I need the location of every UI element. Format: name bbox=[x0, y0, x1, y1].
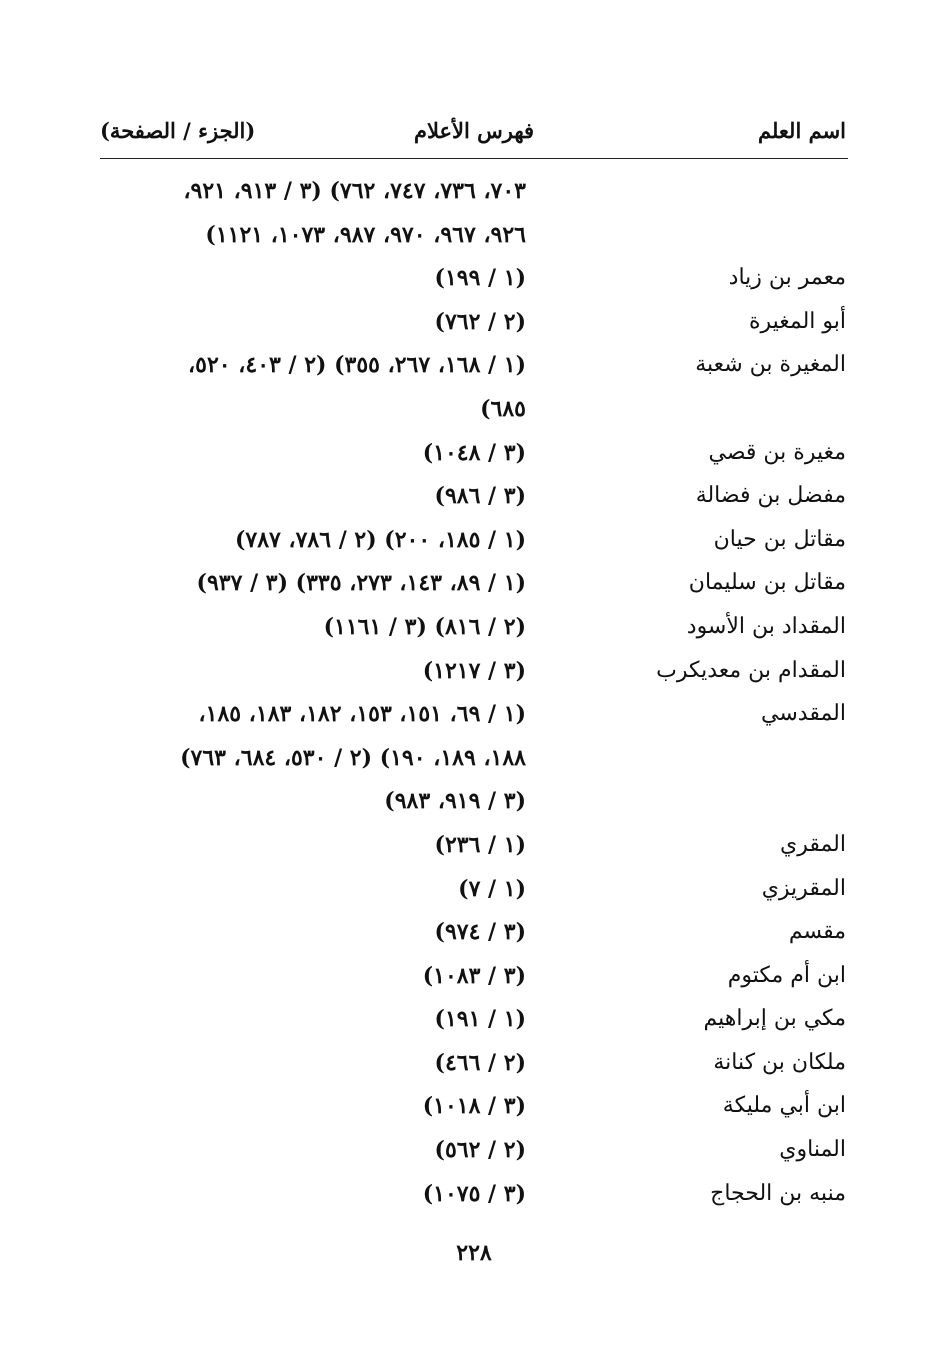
page-number: ٢٢٨ bbox=[456, 1240, 492, 1266]
index-entry-row bbox=[100, 344, 848, 388]
index-title: فهرس الأعلام bbox=[413, 118, 535, 143]
index-entry-row bbox=[100, 214, 848, 258]
volume-page-references: (١ / ١٩١) bbox=[434, 1006, 526, 1033]
person-name: المناوي bbox=[779, 1137, 846, 1163]
volume-page-references: (١ / ٨٩، ١٤٣، ٢٧٣، ٣٣٥) (٣ / ٩٣٧) bbox=[196, 570, 526, 597]
index-entry-row bbox=[100, 388, 848, 432]
index-entry-row bbox=[100, 301, 848, 345]
index-entry-row bbox=[100, 650, 848, 694]
volume-page-references: ١٨٨، ١٨٩، ١٩٠) (٢ / ٥٣٠، ٦٨٤، ٧٦٣) bbox=[180, 744, 526, 771]
volume-page-references: ٩٢٦، ٩٦٧، ٩٧٠، ٩٨٧، ١٠٧٣، ١١٢١) bbox=[205, 221, 526, 248]
person-name: المقدام بن معديكرب bbox=[656, 657, 846, 683]
index-entries bbox=[100, 170, 848, 1216]
index-entry-row bbox=[100, 911, 848, 955]
index-entry-row bbox=[100, 824, 848, 868]
volume-page-references: (٣ / ١٠٤٨) bbox=[422, 439, 526, 466]
index-entry-row bbox=[100, 780, 848, 824]
volume-page-references: ٧٠٣، ٧٣٦، ٧٤٧، ٧٦٢) (٣ / ٩١٣، ٩٢١، bbox=[183, 178, 526, 204]
index-entry-row bbox=[100, 606, 848, 650]
running-header bbox=[100, 112, 848, 152]
volume-page-references: ٦٨٥) bbox=[480, 395, 526, 422]
reference-column-heading: (الجزء / الصفحة) bbox=[100, 118, 256, 143]
volume-page-references: (١ / ١٩٩) bbox=[434, 265, 526, 292]
index-entry-row bbox=[100, 519, 848, 563]
person-name: المغيرة بن شعبة bbox=[695, 352, 846, 378]
volume-page-references: (١ / ١٨٥، ٢٠٠) (٢ / ٧٨٦، ٧٨٧) bbox=[234, 526, 526, 553]
person-name: مقاتل بن حيان bbox=[713, 526, 846, 552]
person-name: ابن أبي مليكة bbox=[722, 1093, 846, 1119]
volume-page-references: (٣ / ٩١٩، ٩٨٣) bbox=[384, 788, 526, 815]
index-entry-row bbox=[100, 432, 848, 476]
person-name: ابن أم مكتوم bbox=[727, 962, 846, 988]
person-name: المقري bbox=[779, 831, 846, 857]
volume-page-references: (٣ / ٩٧٤) bbox=[434, 919, 526, 946]
volume-page-references: (١ / ٦٩، ١٥١، ١٥٣، ١٨٢، ١٨٣، ١٨٥، bbox=[198, 701, 526, 728]
person-name: مكي بن إبراهيم bbox=[703, 1006, 846, 1032]
index-entry-row bbox=[100, 1129, 848, 1173]
volume-page-references: (٢ / ٨١٦) (٣ / ١١٦١) bbox=[323, 613, 526, 640]
header-rule bbox=[100, 158, 848, 159]
volume-page-references: (١ / ١٦٨، ٢٦٧، ٣٥٥) (٢ / ٤٠٣، ٥٢٠، bbox=[188, 352, 526, 379]
person-name: أبو المغيرة bbox=[748, 308, 846, 334]
index-entry-row bbox=[100, 693, 848, 737]
person-name: مقسم bbox=[788, 919, 846, 945]
volume-page-references: (١ / ٧) bbox=[458, 875, 526, 902]
volume-page-references: (٢ / ٤٦٦) bbox=[434, 1049, 526, 1076]
index-entry-row bbox=[100, 170, 848, 214]
index-entry-row bbox=[100, 257, 848, 301]
volume-page-references: (٣ / ١٠٨٣) bbox=[422, 962, 526, 989]
index-entry-row bbox=[100, 868, 848, 912]
volume-page-references: (٢ / ٧٦٢) bbox=[434, 308, 526, 335]
volume-page-references: (٢ / ٥٦٢) bbox=[434, 1137, 526, 1164]
index-entry-row bbox=[100, 1085, 848, 1129]
person-name: مفضل بن فضالة bbox=[695, 483, 846, 509]
index-entry-row bbox=[100, 562, 848, 606]
person-name: المقريزي bbox=[761, 875, 846, 901]
person-name: المقدسي bbox=[761, 701, 846, 727]
person-name: ملكان بن كنانة bbox=[713, 1049, 846, 1075]
index-entry-row bbox=[100, 998, 848, 1042]
volume-page-references: (٣ / ٩٨٦) bbox=[434, 483, 526, 510]
person-name: المقداد بن الأسود bbox=[686, 613, 846, 639]
volume-page-references: (٣ / ١٢١٧) bbox=[422, 657, 526, 684]
person-name: مقاتل بن سليمان bbox=[688, 570, 846, 596]
volume-page-references: (٣ / ١٠٧٥) bbox=[422, 1180, 526, 1207]
person-name: معمر بن زياد bbox=[728, 265, 846, 291]
index-entry-row bbox=[100, 1173, 848, 1217]
index-entry-row bbox=[100, 955, 848, 999]
name-column-heading: اسم العلم bbox=[757, 118, 846, 143]
index-entry-row bbox=[100, 737, 848, 781]
index-entry-row bbox=[100, 1042, 848, 1086]
volume-page-references: (٣ / ١٠١٨) bbox=[422, 1093, 526, 1120]
volume-page-references: (١ / ٢٣٦) bbox=[434, 831, 526, 858]
person-name: مغيرة بن قصي bbox=[708, 439, 846, 465]
person-name: منبه بن الحجاج bbox=[710, 1180, 846, 1206]
index-entry-row bbox=[100, 475, 848, 519]
